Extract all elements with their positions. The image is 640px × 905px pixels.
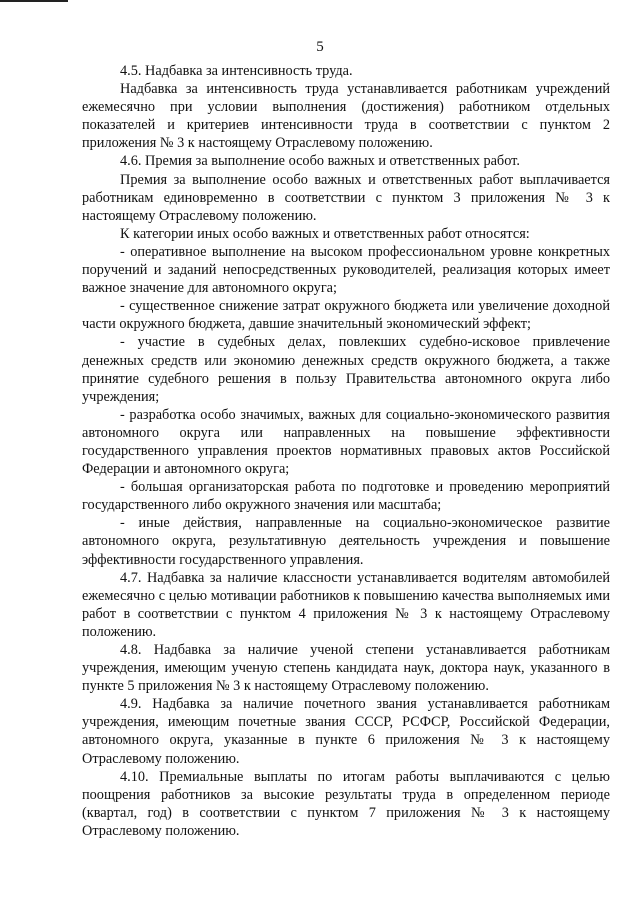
- section-heading-4-6: 4.6. Премия за выполнение особо важных и ответственных работ.: [120, 153, 520, 170]
- section-heading-4-5: 4.5. Надбавка за интенсивность труда.: [120, 63, 353, 79]
- section-4-9: 4.9. Надбавка за наличие почетного звания устанавливается работникам учреждения, имеющим почетные звания СССР, РСФСР, Российской Федерации, автономного округа, указанные в пункте 6 приложения № 3 к настоящему Отраслевому положению.: [82, 696, 610, 767]
- section-4-7: 4.7. Надбавка за наличие классности устанавливается водителям автомобилей ежемесячно с целью мотивации работников к повышению качества выполняемых ими работ в соответствии с пунктом 4 приложения № 3 к настоящему Отраслевому положению.: [82, 569, 610, 640]
- paragraph-categories-intro: К категории иных особо важных и ответственных работ относятся:: [120, 225, 530, 242]
- list-item: - участие в судебных делах, повлекших судебно-исковое привлечение денежных средств или экономию денежных средств окружного бюджета, а также принятие судебного решения в пользу Правительства автономного округа либо учреждения;: [82, 334, 610, 405]
- document-body: [82, 62, 610, 840]
- section-4-8: 4.8. Надбавка за наличие ученой степени устанавливается работникам учреждения, имеющим ученую степень кандидата наук, доктора наук, указанного в пункте 5 приложения № 3 к настоящему Отраслевому положению.: [82, 642, 610, 695]
- page-number: 5: [316, 39, 324, 55]
- section-4-10: 4.10. Премиальные выплаты по итогам работы выплачиваются с целью поощрения работников за высокие результаты труда в определенном периоде (квартал, год) в соответствии с пунктом 7 приложения № 3 к настоящему Отраслевому положению.: [82, 768, 610, 839]
- top-edge-rule: [0, 0, 68, 2]
- paragraph-important-work-bonus: Премия за выполнение особо важных и ответственных работ выплачивается работникам единовременно в соответствии с пунктом 3 приложения № 3 к настоящему Отраслевому положению.: [82, 171, 610, 224]
- list-item: - существенное снижение затрат окружного бюджета или увеличение доходной части окружного бюджета, давшие значительный экономический эффект;: [82, 298, 610, 333]
- list-item: - большая организаторская работа по подготовке и проведению мероприятий государственного либо окружного значения или масштаба;: [82, 479, 610, 514]
- paragraph-intensity-bonus: Надбавка за интенсивность труда устанавливается работникам учреждений ежемесячно при условии выполнения (достижения) работником отдельных показателей и критериев интенсивности труда в соответствии с пунктом 2 приложения № 3 к настоящему Отраслевому положению.: [82, 81, 610, 152]
- list-item: - оперативное выполнение на высоком профессиональном уровне конкретных поручений и заданий непосредственных руководителей, реализация которых имеет важное значение для автономного округа;: [82, 243, 610, 297]
- list-item: - иные действия, направленные на социально-экономическое развитие автономного округа, результативную деятельность учреждения и повышение эффективности государственного управления.: [82, 515, 610, 568]
- list-item: - разработка особо значимых, важных для социально-экономического развития автономного округа или направленных на повышение эффективности государственного управления проектов нормативных правовых актов Российской Федерации и автономного округа;: [82, 406, 610, 478]
